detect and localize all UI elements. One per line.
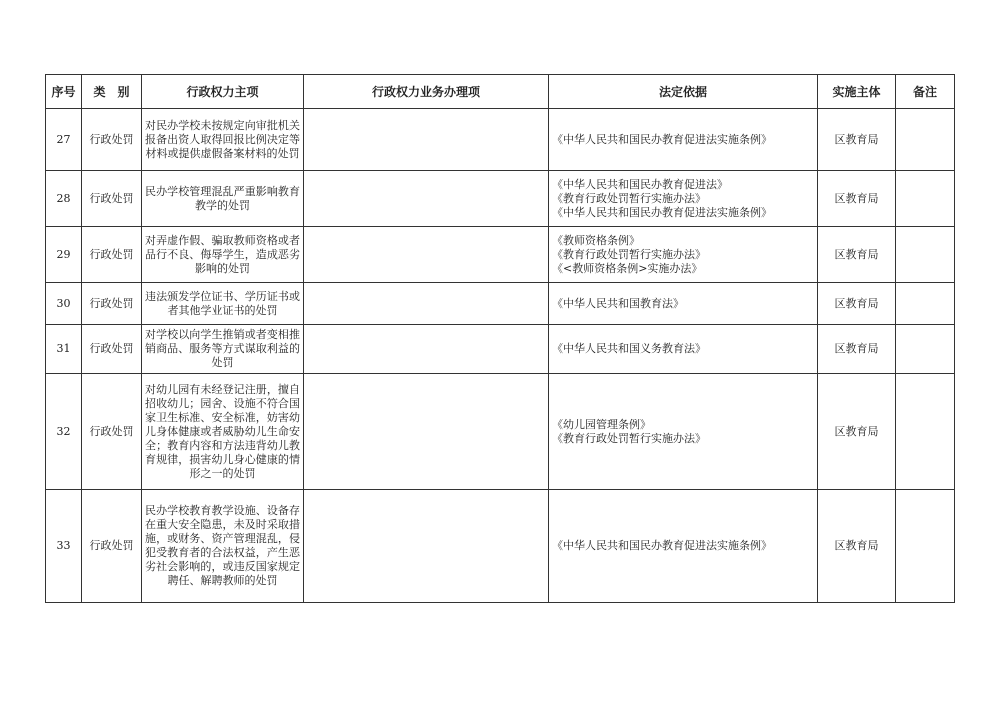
table-row	[46, 227, 955, 283]
row-no: 28	[46, 171, 82, 227]
header-power-item: 行政权力主项	[142, 75, 304, 109]
row-agency: 区教育局	[818, 325, 896, 374]
row-legal-basis	[549, 171, 818, 227]
table-row	[46, 109, 955, 171]
row-remarks	[896, 171, 955, 227]
legal-basis-line: 《中华人民共和国民办教育促进法实施条例》	[552, 205, 772, 219]
row-agency: 区教育局	[818, 109, 896, 171]
row-category: 行政处罚	[82, 490, 142, 603]
row-power-item: 民办学校管理混乱严重影响教育教学的处罚	[142, 171, 304, 227]
row-agency: 区教育局	[818, 490, 896, 603]
row-no: 29	[46, 227, 82, 283]
row-power-item: 对幼儿园有未经登记注册，擅自招收幼儿；园舍、设施不符合国家卫生标准、安全标准，妨害幼儿身体健康或者威胁幼儿生命安全；教育内容和方法违背幼儿教育规律，损害幼儿身心健康的情形之一的处罚	[142, 374, 304, 490]
row-business-item	[304, 490, 549, 603]
row-remarks	[896, 227, 955, 283]
row-legal-basis	[549, 283, 818, 325]
row-business-item	[304, 227, 549, 283]
table-row	[46, 283, 955, 325]
row-power-item: 违法颁发学位证书、学历证书或者其他学业证书的处罚	[142, 283, 304, 325]
row-agency: 区教育局	[818, 171, 896, 227]
header-agency: 实施主体	[818, 75, 896, 109]
legal-basis-line: 《中华人民共和国教育法》	[552, 296, 684, 310]
row-power-item: 对学校以向学生推销或者变相推销商品、服务等方式谋取利益的处罚	[142, 325, 304, 374]
administrative-power-table	[45, 74, 955, 603]
row-remarks	[896, 109, 955, 171]
row-no: 30	[46, 283, 82, 325]
row-business-item	[304, 283, 549, 325]
legal-basis-line: 《教育行政处罚暂行实施办法》	[552, 431, 706, 445]
row-power-item: 对弄虚作假、骗取教师资格或者品行不良、侮辱学生，造成恶劣影响的处罚	[142, 227, 304, 283]
row-legal-basis	[549, 490, 818, 603]
row-power-item: 民办学校教育教学设施、设备存在重大安全隐患，未及时采取措施，或财务、资产管理混乱，侵犯受教育者的合法权益，产生恶劣社会影响的，或违反国家规定聘任、解聘教师的处罚	[142, 490, 304, 603]
header-legal-basis: 法定依据	[549, 75, 818, 109]
legal-basis-line: 《中华人民共和国民办教育促进法实施条例》	[552, 539, 772, 552]
row-agency: 区教育局	[818, 374, 896, 490]
row-legal-basis	[549, 325, 818, 374]
row-power-item: 对民办学校未按规定向审批机关报备出资人取得回报比例决定等材料或提供虚假备案材料的处罚	[142, 109, 304, 171]
row-business-item	[304, 374, 549, 490]
row-category: 行政处罚	[82, 171, 142, 227]
header-business-item: 行政权力业务办理项	[304, 75, 549, 109]
row-no: 31	[46, 325, 82, 374]
row-business-item	[304, 171, 549, 227]
row-category: 行政处罚	[82, 227, 142, 283]
header-row	[46, 75, 955, 109]
table-row	[46, 374, 955, 490]
table-row	[46, 490, 955, 603]
row-category: 行政处罚	[82, 374, 142, 490]
table-row	[46, 171, 955, 227]
row-no: 27	[46, 109, 82, 171]
row-category: 行政处罚	[82, 283, 142, 325]
row-remarks	[896, 490, 955, 603]
legal-basis-line: 《幼儿园管理条例》	[552, 417, 651, 431]
legal-basis-line: 《教育行政处罚暂行实施办法》	[552, 191, 706, 205]
row-remarks	[896, 283, 955, 325]
row-remarks	[896, 325, 955, 374]
legal-basis-line: 《<教师资格条例>实施办法》	[552, 261, 703, 275]
table-row	[46, 325, 955, 374]
row-category: 行政处罚	[82, 109, 142, 171]
legal-basis-line: 《中华人民共和国义务教育法》	[552, 342, 706, 355]
header-category: 类 别	[82, 75, 142, 109]
row-agency: 区教育局	[818, 227, 896, 283]
legal-basis-line: 《中华人民共和国民办教育促进法》	[552, 177, 728, 191]
legal-basis-line: 《教育行政处罚暂行实施办法》	[552, 247, 706, 261]
row-legal-basis	[549, 109, 818, 171]
row-agency: 区教育局	[818, 283, 896, 325]
row-remarks	[896, 374, 955, 490]
row-legal-basis	[549, 227, 818, 283]
header-no: 序号	[46, 75, 82, 109]
row-business-item	[304, 325, 549, 374]
row-legal-basis	[549, 374, 818, 490]
legal-basis-line: 《中华人民共和国民办教育促进法实施条例》	[552, 132, 772, 146]
row-no: 33	[46, 490, 82, 603]
header-remarks: 备注	[896, 75, 955, 109]
row-category: 行政处罚	[82, 325, 142, 374]
row-business-item	[304, 109, 549, 171]
legal-basis-line: 《教师资格条例》	[552, 233, 640, 247]
row-no: 32	[46, 374, 82, 490]
